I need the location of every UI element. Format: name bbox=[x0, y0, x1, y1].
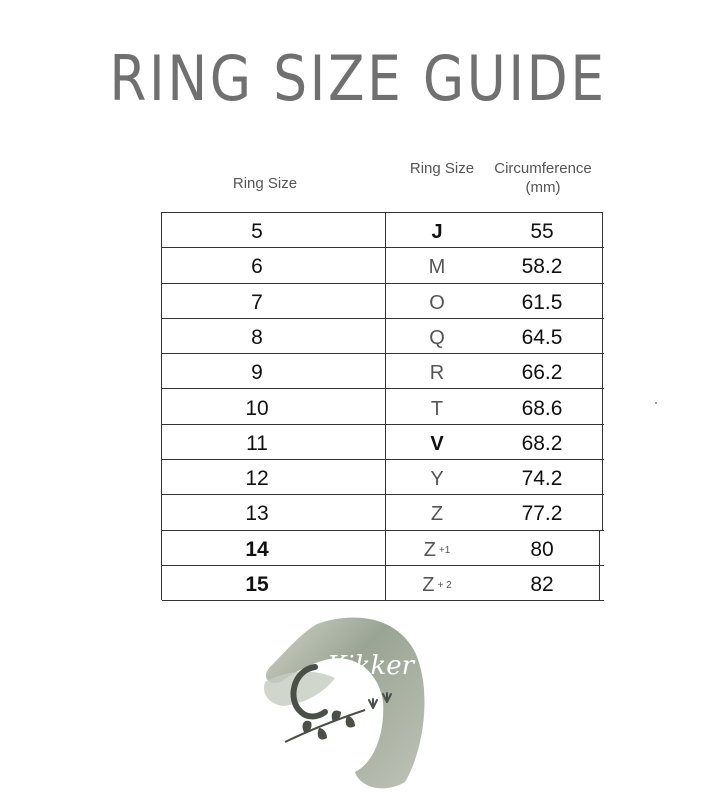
circumference-cell: 58.2 bbox=[521, 255, 563, 279]
table-row bbox=[162, 460, 604, 495]
us-size-cell: 15 bbox=[245, 573, 269, 596]
header-uk-ring-size: Ring Size bbox=[409, 160, 475, 177]
table-row bbox=[162, 566, 604, 601]
leaf-icon bbox=[318, 728, 327, 740]
us-size-cell: 10 bbox=[245, 396, 269, 420]
circumference-cell: 64.5 bbox=[521, 325, 563, 349]
uk-size-cell bbox=[397, 566, 477, 601]
circumference-cell: 74.2 bbox=[521, 467, 563, 491]
circumference-cell: 55 bbox=[530, 220, 554, 243]
uk-size-letter: T bbox=[430, 397, 444, 420]
header-circumference-label: Circumference bbox=[494, 160, 592, 177]
us-size-cell: 13 bbox=[245, 502, 269, 526]
uk-size-cell bbox=[397, 248, 477, 283]
header-circumference-unit: (mm) bbox=[525, 179, 561, 196]
circumference-cell: 61.5 bbox=[521, 290, 563, 314]
table-row bbox=[162, 390, 604, 425]
circumference-cell: 82 bbox=[530, 573, 554, 596]
us-size-cell: 6 bbox=[251, 255, 263, 279]
header-us-ring-size: Ring Size bbox=[232, 175, 298, 192]
leaf-icon bbox=[346, 716, 355, 728]
uk-size-cell bbox=[397, 495, 477, 530]
uk-size-letter: Z bbox=[430, 503, 444, 526]
uk-size-letter: R bbox=[429, 362, 445, 385]
table-row bbox=[162, 531, 604, 566]
circumference-cell: 68.2 bbox=[521, 431, 563, 455]
us-size-cell: 5 bbox=[251, 220, 263, 243]
uk-size-letter: O bbox=[429, 291, 445, 314]
uk-size-letter: Z bbox=[423, 538, 436, 561]
circumference-cell: 68.6 bbox=[521, 396, 563, 420]
uk-size-letter: Y bbox=[430, 468, 444, 491]
table-row bbox=[162, 354, 604, 389]
circumference-cell: 66.2 bbox=[521, 361, 563, 385]
uk-size-cell bbox=[397, 531, 477, 566]
logo-text-crafts: rafts bbox=[327, 683, 364, 702]
table-row bbox=[162, 248, 604, 283]
uk-size-letter: M bbox=[428, 256, 446, 279]
table-row bbox=[162, 495, 604, 530]
us-size-cell: 9 bbox=[251, 361, 263, 385]
table-row bbox=[162, 213, 604, 248]
uk-size-cell bbox=[397, 460, 477, 495]
uk-size-letter: V bbox=[430, 432, 444, 455]
leaf-icon bbox=[332, 710, 341, 722]
uk-size-cell bbox=[397, 213, 477, 248]
leaf-icon bbox=[303, 721, 312, 734]
circumference-cell: 77.2 bbox=[521, 502, 563, 526]
uk-size-cell bbox=[397, 390, 477, 425]
us-size-cell: 7 bbox=[251, 290, 263, 314]
logo-text-kikker: Kikker bbox=[327, 651, 415, 681]
uk-size-letter: Z bbox=[422, 574, 435, 596]
table-row bbox=[162, 319, 604, 354]
us-size-cell: 8 bbox=[251, 325, 263, 349]
page-title: RING SIZE GUIDE bbox=[109, 42, 607, 115]
uk-size-letter: Q bbox=[429, 326, 445, 349]
circumference-cell: 80 bbox=[530, 537, 554, 561]
uk-size-cell bbox=[397, 425, 477, 460]
uk-size-letter: J bbox=[431, 221, 443, 243]
uk-size-cell bbox=[397, 284, 477, 319]
kikker-crafts-logo bbox=[255, 612, 455, 792]
header-circumference bbox=[483, 159, 603, 197]
us-size-cell: 14 bbox=[245, 537, 269, 561]
uk-size-cell bbox=[397, 354, 477, 389]
ring-size-table bbox=[161, 212, 603, 600]
stray-dot bbox=[655, 402, 657, 404]
uk-size-suffix: + 2 bbox=[437, 580, 452, 591]
table-row bbox=[162, 425, 604, 460]
table-row bbox=[162, 284, 604, 319]
uk-size-cell bbox=[397, 319, 477, 354]
uk-size-suffix: +1 bbox=[438, 544, 451, 556]
us-size-cell: 12 bbox=[245, 467, 269, 491]
us-size-cell: 11 bbox=[246, 431, 268, 455]
